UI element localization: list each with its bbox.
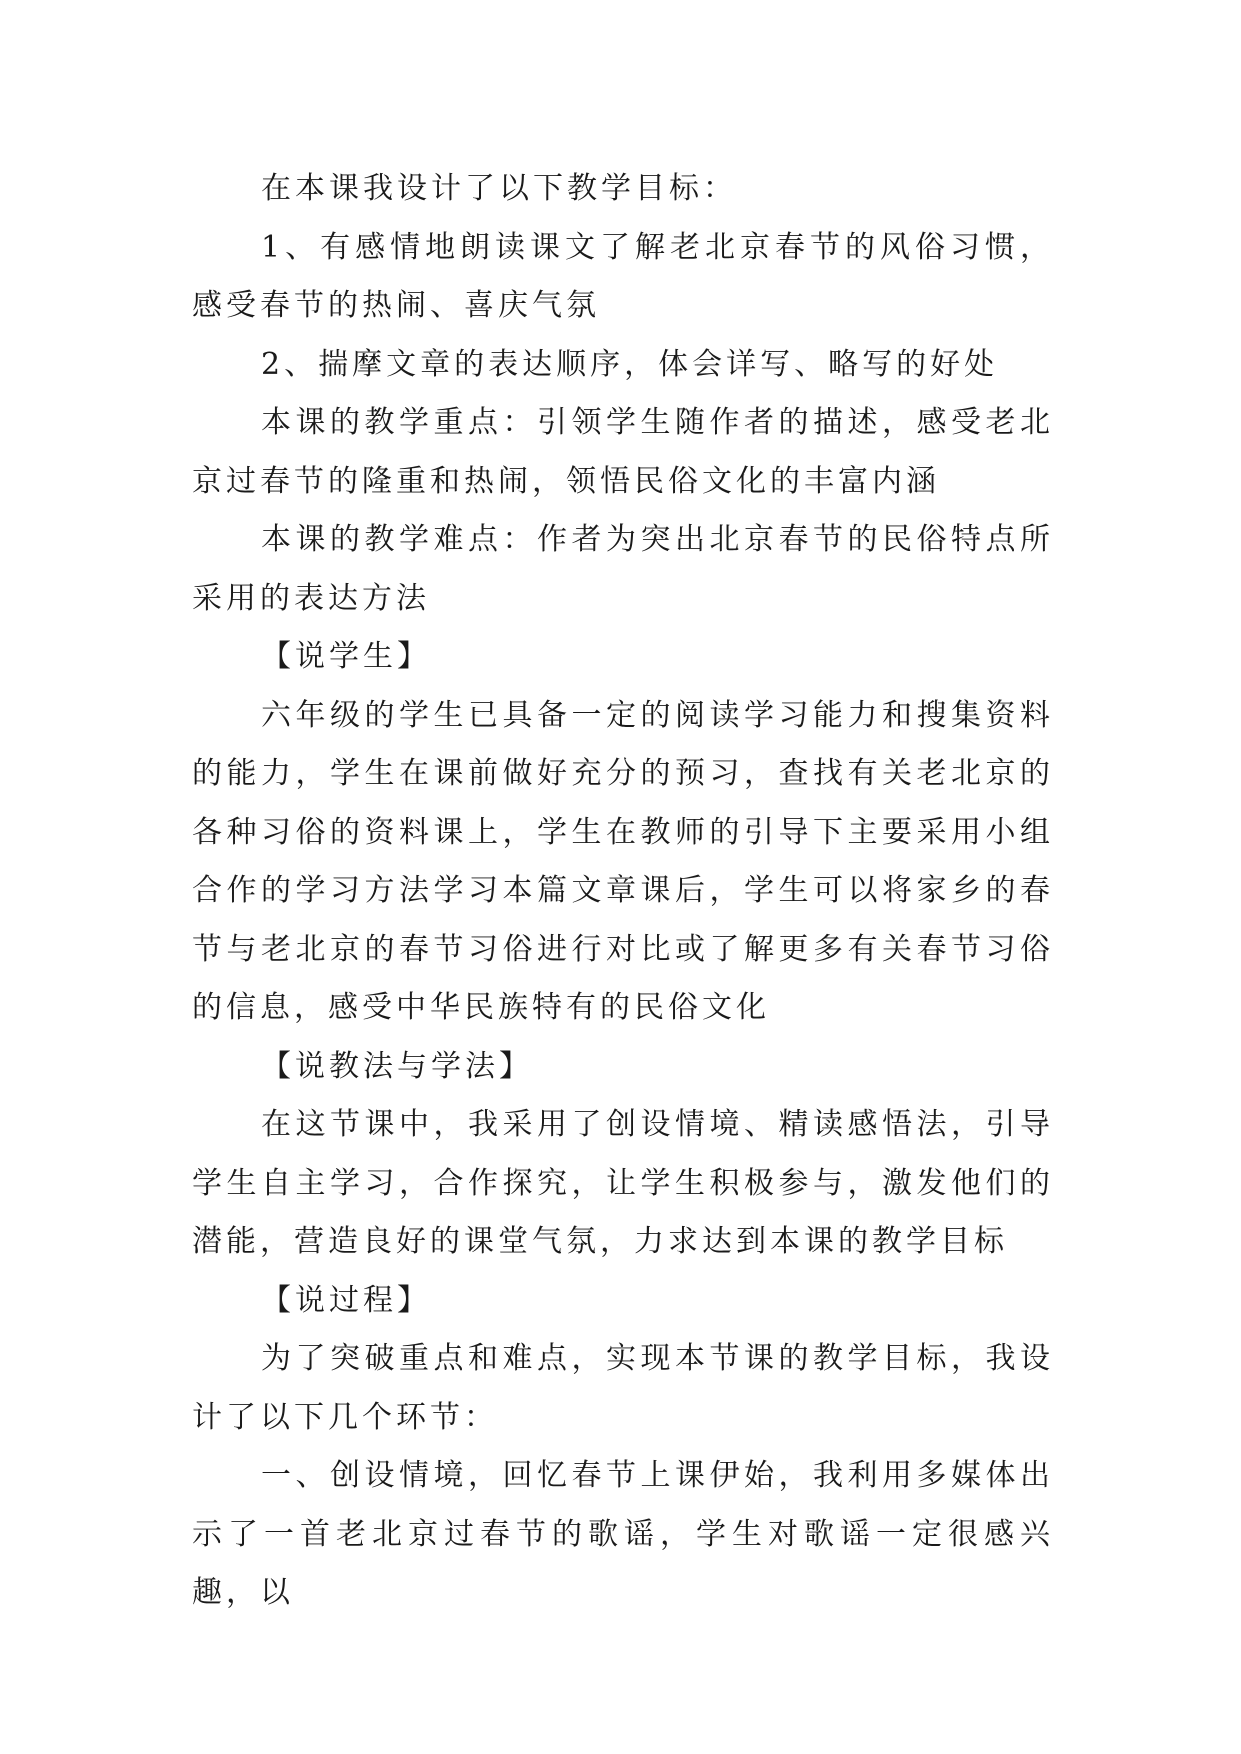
section-heading-methods: 【说教法与学法】: [261, 1048, 533, 1084]
document-body: [192, 160, 1054, 1623]
paragraph-process-intro: 为了突破重点和难点，实现本节课的教学目标，我设计了以下几个环节：: [192, 1341, 1054, 1435]
paragraph-objectives-intro: 在本课我设计了以下教学目标：: [261, 171, 737, 206]
paragraph-difficulty: 本课的教学难点：作者为突出北京春节的民俗特点所采用的表达方法: [192, 522, 1054, 616]
paragraph-objective-1: 1、有感情地朗读课文了解老北京春节的风俗习惯，感受春节的热闹、喜庆气氛: [192, 229, 1054, 323]
paragraph-objective-2: 2、揣摩文章的表达顺序，体会详写、略写的好处: [261, 346, 999, 382]
paragraph-students: 六年级的学生已具备一定的阅读学习能力和搜集资料的能力，学生在课前做好充分的预习，查找有关老北京的各种习俗的资料课上，学生在教师的引导下主要采用小组合作的学习方法学习本篇文章课后，学生可以将家乡的春节与老北京的春节习俗进行对比或了解更多有关春节习俗的信息，感受中华民族特有的民俗文化: [192, 697, 1054, 1025]
paragraph-key-point: 本课的教学重点：引领学生随作者的描述，感受老北京过春节的隆重和热闹，领悟民俗文化的丰富内涵: [192, 405, 1054, 499]
paragraph-methods: 在这节课中，我采用了创设情境、精读感悟法，引导学生自主学习，合作探究，让学生积极参与，激发他们的潜能，营造良好的课堂气氛，力求达到本课的教学目标: [192, 1107, 1054, 1259]
section-heading-process: 【说过程】: [261, 1282, 431, 1318]
section-heading-students: 【说学生】: [261, 639, 431, 674]
paragraph-process-step-1: 一、创设情境，回忆春节上课伊始，我利用多媒体出示了一首老北京过春节的歌谣，学生对歌谣一定很感兴趣，以: [192, 1458, 1054, 1610]
